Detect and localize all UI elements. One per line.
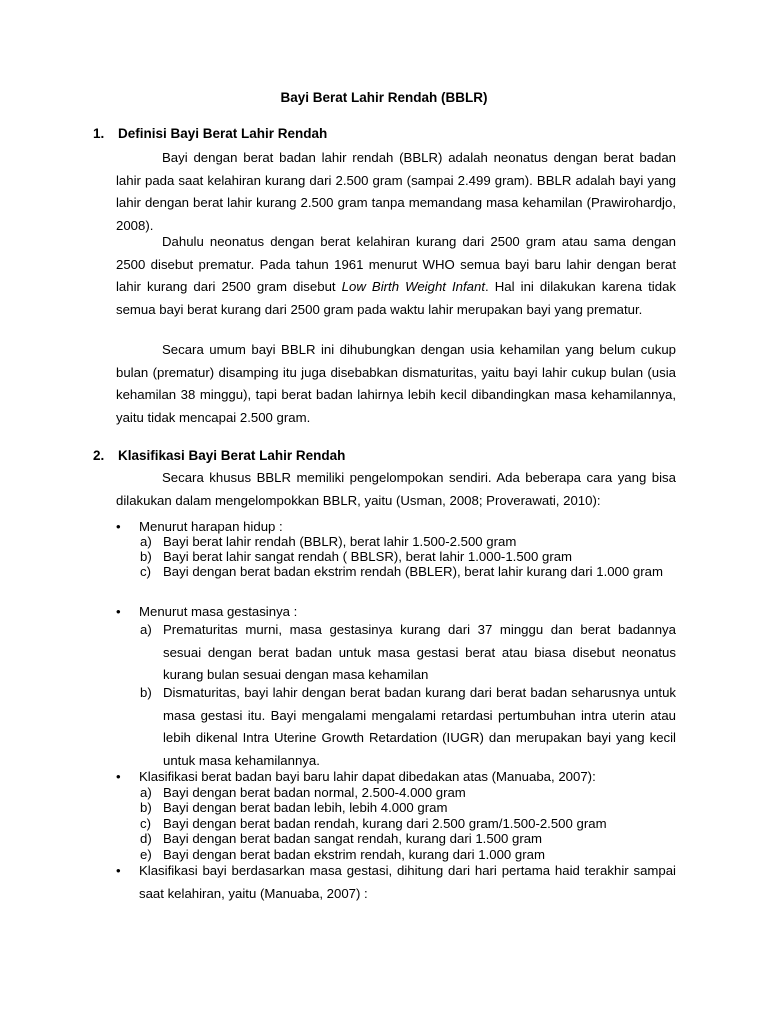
- list-item: [116, 860, 676, 905]
- bullet-icon: •: [116, 519, 121, 534]
- item-label: b): [140, 549, 152, 564]
- bullet-text: Klasifikasi berat badan bayi baru lahir dapat dibedakan atas (Manuaba, 2007):: [139, 769, 596, 784]
- item-text: Bayi dengan berat badan normal, 2.500-4.000 gram: [163, 785, 466, 800]
- item-text: Bayi dengan berat badan rendah, kurang dari 2.500 gram/1.500-2.500 gram: [163, 816, 607, 831]
- item-text: Bayi berat lahir sangat rendah ( BBLSR), berat lahir 1.000-1.500 gram: [163, 549, 573, 564]
- bullet-icon: •: [116, 863, 121, 878]
- section-number: 1.: [93, 126, 105, 141]
- bullet-icon: •: [116, 769, 121, 784]
- item-label: c): [140, 564, 151, 579]
- item-text: Bayi dengan berat badan lebih, lebih 4.000 gram: [163, 800, 448, 815]
- bullet-icon: •: [116, 604, 121, 619]
- section-number: 2.: [93, 448, 105, 463]
- section-2-heading: [93, 448, 345, 463]
- item-text: Bayi dengan berat badan ekstrim rendah (BBLER), berat lahir kurang dari 1.000 gram: [163, 564, 663, 579]
- list-item: [140, 534, 676, 550]
- item-text: Bayi dengan berat badan sangat rendah, kurang dari 1.500 gram: [163, 831, 543, 846]
- section-heading-text: Klasifikasi Bayi Berat Lahir Rendah: [118, 448, 346, 463]
- paragraph-classification-intro: Secara khusus BBLR memiliki pengelompokan sendiri. Ada beberapa cara yang bisa dilakukan dalam mengelompokkan BBLR, yaitu (Usman, 2008; Proverawati, 2010):: [116, 470, 676, 508]
- list-item: [140, 831, 676, 847]
- list-item: [116, 604, 676, 620]
- item-label: b): [140, 800, 152, 815]
- section-1-heading: [93, 126, 327, 141]
- item-text: Bayi dengan berat badan ekstrim rendah, kurang dari 1.000 gram: [163, 847, 545, 862]
- list-item: [140, 785, 676, 801]
- list-item: [140, 561, 676, 584]
- item-label: b): [140, 685, 152, 700]
- item-label: a): [140, 534, 152, 549]
- list-item: [116, 519, 676, 535]
- item-label: c): [140, 816, 151, 831]
- list-item: [140, 619, 676, 687]
- paragraph-history-text: Dahulu neonatus dengan berat kelahiran kurang dari 2500 gram atau sama dengan 2500 disebut prematur. Pada tahun 1961 menurut WHO semua bayi baru lahir dengan berat lahir kurang dari 2500 gram disebut: [116, 234, 676, 294]
- item-label: a): [140, 622, 152, 637]
- list-item: [140, 816, 676, 832]
- list-item: [140, 800, 676, 816]
- item-label: e): [140, 847, 152, 862]
- document-title: Bayi Berat Lahir Rendah (BBLR): [280, 90, 488, 105]
- section-heading-text: Definisi Bayi Berat Lahir Rendah: [118, 126, 328, 141]
- item-text: Prematuritas murni, masa gestasinya kurang dari 37 minggu dan berat badannya sesuai dengan berat badan untuk masa gestasi berat atau biasa disebut neonatus kurang bulan sesuai dengan masa kehamilan: [163, 622, 676, 682]
- item-text: Bayi berat lahir rendah (BBLR), berat lahir 1.500-2.500 gram: [163, 534, 517, 549]
- item-label: d): [140, 831, 152, 846]
- bullet-text: Menurut masa gestasinya :: [139, 604, 298, 619]
- item-label: a): [140, 785, 152, 800]
- paragraph-history-text-end: . Hal ini dilakukan karena tidak semua bayi berat kurang dari 2500 gram pada waktu lahir merupakan bayi yang prematur.: [116, 279, 676, 317]
- list-item: [116, 769, 676, 785]
- item-text: Dismaturitas, bayi lahir dengan berat badan kurang dari berat badan seharusnya untuk masa gestasi itu. Bayi mengalami mengalami retardasi pertumbuhan intra uterin atau lebih dikenal Intra Uterine Growth Retardation (IUGR) dan merupakan bayi yang kecil untuk masa kehamilannya.: [163, 685, 676, 768]
- paragraph-general: Secara umum bayi BBLR ini dihubungkan dengan usia kehamilan yang belum cukup bulan (prematur) disamping itu juga disebabkan dismaturitas, yaitu bayi lahir cukup bulan (usia kehamilan 38 minggu), tapi berat badan lahirnya lebih kecil dibandingkan masa kehamilannya, yaitu tidak mencapai 2.500 gram.: [116, 342, 676, 425]
- bullet-text: Klasifikasi bayi berdasarkan masa gestasi, dihitung dari hari pertama haid terakhir sampai saat kelahiran, yaitu (Manuaba, 2007) :: [139, 863, 676, 901]
- paragraph-history-italic: Low Birth Weight Infant: [341, 279, 486, 294]
- paragraph-definition: Bayi dengan berat badan lahir rendah (BBLR) adalah neonatus dengan berat badan lahir pada saat kelahiran kurang dari 2.500 gram (sampai 2.499 gram). BBLR adalah bayi yang lahir dengan berat lahir kurang 2.500 gram tanpa memandang masa kehamilan (Prawirohardjo, 2008).: [116, 150, 676, 233]
- paragraph-history: [116, 231, 676, 321]
- list-item: [140, 682, 676, 772]
- bullet-text: Menurut harapan hidup :: [139, 519, 283, 534]
